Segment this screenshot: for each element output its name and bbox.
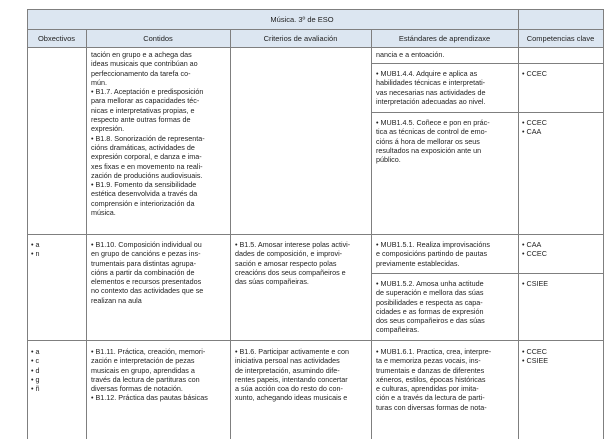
competence-label: CCEC — [526, 118, 547, 127]
row2-contents: • B1.10. Composición individual ou en grupo de cancións e pezas ins- trumentais para distintas agrupa- cións a partir da combinación de elementos e recursos presentados no contexto das actividades que se realizan na aula — [91, 240, 204, 305]
competence-label: CAA — [526, 127, 542, 137]
row1-standard-a: nancia e a entoación. — [376, 50, 445, 59]
competence-item: • CCEC — [522, 249, 547, 259]
header-competences — [518, 29, 603, 47]
objective-label: a — [35, 240, 40, 249]
row3-objectives — [31, 347, 40, 393]
header-standards — [371, 29, 518, 47]
row2-objectives — [31, 240, 40, 259]
row1-competences-b — [522, 69, 547, 78]
grid-line — [371, 29, 372, 439]
header-objectives — [27, 29, 86, 47]
row3-standard-a: • MUB1.6.1. Practica, crea, interpre- ta e memoriza pezas vocais, ins- trumentais e danzas de diferentes xéneros, estilos, épocas históricas e culturas, aprendidas por imita- ción e a través da lectura de parti- turas con diversas formas de nota- — [376, 347, 492, 412]
row1-competences-c — [522, 118, 547, 137]
objective-label: d — [35, 365, 40, 375]
header-objectives-text: Obxectivos — [37, 33, 76, 43]
grid-line — [518, 9, 519, 439]
row2-standard-b: • MUB1.5.2. Amosa unha actitude de superación e mellora das súas posibilidades e respecta as capa- cidades e as formas de expresión dos seus compañeiros e das súas compañeiras. — [376, 279, 485, 335]
row1-standard-c: • MUB1.4.5. Coñece e pon en prác- tica as técnicas de control de emo- cións á hora de mellorar os seus resultados na exposición ante un público. — [376, 118, 490, 165]
competence-label: CCEC — [526, 69, 547, 78]
competence-item: • CCEC — [522, 118, 547, 127]
title-corner — [27, 9, 86, 29]
header-criteria — [230, 29, 371, 47]
row3-competences-a — [522, 347, 548, 366]
competence-item: • CSIEE — [522, 279, 549, 288]
table-title-text: Música. 3º de ESO — [270, 14, 334, 24]
objective-item: • ñ — [31, 384, 40, 394]
row3-contents: • B1.11. Práctica, creación, memori- zación e interpretación de pezas musicais en grupo, aprendidas a través da lectura de partituras con diversas formas de notación. • B1.12. Práctica das pautas básicas — [91, 347, 208, 403]
header-standards-text: Estándares de aprendizaxe — [398, 33, 491, 43]
competence-label: CCEC — [526, 347, 547, 356]
header-contents-text: Contidos — [143, 33, 173, 43]
header-criteria-text: Criterios de avaliación — [263, 33, 338, 43]
row2-criteria: • B1.5. Amosar interese polas activi- dades de composición, e improvi- sación e amosar respecto polas creacións dos seus compañeiros e das súas compañeiras. — [235, 240, 351, 287]
objective-item: • a — [31, 347, 40, 356]
competence-label: CSIEE — [526, 279, 549, 288]
table-title — [86, 9, 518, 29]
competence-item: • CAA — [522, 240, 542, 249]
objective-label: a — [35, 347, 40, 356]
objective-item: • a — [31, 240, 40, 249]
objective-item: • d — [31, 365, 40, 375]
grid-line — [371, 273, 604, 274]
competence-label: CAA — [526, 240, 542, 249]
objective-item: • c — [31, 356, 40, 366]
objective-label: n — [35, 249, 40, 259]
row1-standard-b: • MUB1.4.4. Adquire e aplica as habilidades técnicas e interpretati- vas necesarias nas actividades de interpretación adecuadas ao nivel. — [376, 69, 486, 106]
grid-line — [230, 29, 231, 439]
row3-criteria: • B1.6. Participar activamente e con iniciativa persoal nas actividades de interpretación, asumindo dife- rentes papeis, intentando concertar a súa acción coa do resto do con- xunto, achegando ideas musicais e — [235, 347, 349, 403]
competence-label: CSIEE — [526, 356, 549, 366]
title-corner-right — [518, 9, 603, 29]
grid-line — [27, 9, 28, 439]
objective-label: c — [35, 356, 40, 366]
competence-item: • CCEC — [522, 69, 547, 78]
competence-label: CCEC — [526, 249, 547, 259]
row2-standard-a: • MUB1.5.1. Realiza improvisacións e composicións partindo de pautas previamente establecidas. — [376, 240, 490, 268]
objective-item: • g — [31, 374, 40, 384]
objective-label: ñ — [35, 384, 40, 394]
competence-item: • CAA — [522, 127, 542, 137]
row2-competences-b — [522, 279, 548, 288]
grid-line — [371, 63, 604, 64]
objective-label: g — [35, 374, 40, 384]
row1-contents: tación en grupo e a achega das ideas musicais que contribúan ao perfeccionamento da tarefa co- mún. • B1.7. Aceptación e predisposición para mellorar as capacidades téc- nicas e interpretativas propias, e respecto ante outras formas de expresión. • B1.8. Sonorización de representa- cións dramáticas, actividades de expresión corporal, e danza e ima- xes fixas e en movemento na reali- zación de producións audiovisuais. • B1.9. Fomento da sensibilidade estética desenvolvida a través da comprensión e interiorización da música. — [91, 50, 205, 218]
grid-line — [371, 112, 604, 113]
grid-line — [603, 9, 604, 439]
header-contents — [86, 29, 230, 47]
grid-line — [86, 29, 87, 439]
row2-competences-a — [522, 240, 547, 259]
competence-item: • CCEC — [522, 347, 547, 356]
objective-item: • n — [31, 249, 40, 259]
header-competences-text: Competencias clave — [526, 33, 595, 43]
competence-item: • CSIEE — [522, 356, 549, 366]
